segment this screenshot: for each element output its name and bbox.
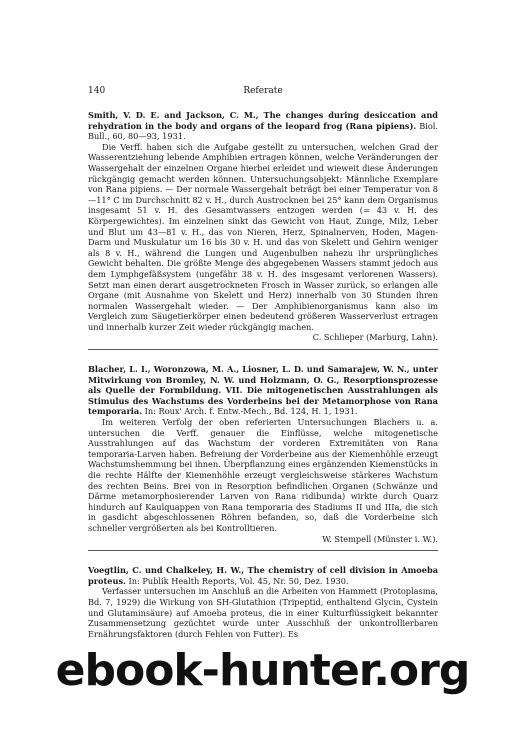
page-header xyxy=(88,86,438,100)
entry-divider xyxy=(88,550,438,551)
entry-title: Blacher, L. I., Woronzowa, M. A., Liosner, L. D. und Samarajew, W. N., unter Mitwirkung von Bromley, N. W. und Holzmann, O. G., Resorptionsprozesse als Quelle der Formbildung. VII. Die mitogenetischen Ausstrahlungen als Stimulus des Wachstums des Vorderbeins bei der Metamorphose von Rana temporaria. xyxy=(88,364,438,417)
entry-text: Im weiteren Verfolg der oben referierten Untersuchungen Blachers u. a. untersuchen die Verff. genauer die Einflüsse, welche mitogenetische Ausstrahlungen auf das Wachstum der vorderen Extremitäten von Rana temporaria-Larven haben. Befreiung der Vorderbeine aus der Kiemenhöhle erzeugt Wachstumshemmung bei ihnen. Überpflanzung eines ergänzenden Kiemenstücks in die rechte Hälfte der Kiemenhöhle erzeugt vergleichsweise stärkeres Wachstum des rechten Beins. Brei von in Resorption befindlichen Organen (Schwänze und Därme metamorphosierender Larven von Rana ridibunda) wirkte durch Quarz hindurch auf Kaulquappen von Rana temporaria des Stadiums II und IIIa, die sich in gasdicht abgeschlossenen Röhren befanden, so, daß die Vorderbeine sich schneller vergrößerten als bei Kontrolltieren. xyxy=(88,417,438,533)
page-number: 140 xyxy=(88,86,106,96)
entry-divider xyxy=(88,349,438,350)
entry-citation: In: Publik Health Reports, Vol. 45, Nr. 50, Dez. 1930. xyxy=(128,575,349,586)
entry-heading xyxy=(88,110,438,142)
entry-text: Verfasser untersuchen im Anschluß an die Arbeiten von Hammett (Protoplasma, Bd. 7, 1929) die Wirkung von SH-Glutathion (Tripeptid, enthaltend Glycin, Cystein und Glutaminsäure) auf Amoeba proteus, die in einer Kulturflüssigkeit bekannter Zusammensetzung gezüchtet wurde unter Ausschluß der unkontrollierbaren Ernährungsfaktoren (durch Fehlen von Futter). Es xyxy=(88,586,438,639)
entry-heading xyxy=(88,364,438,417)
watermark: ebook-hunter.org xyxy=(55,645,470,696)
entry-signature: W. Stempell (Münster i. W.). xyxy=(322,533,438,544)
abstract-entry xyxy=(88,565,438,639)
entry-citation: In: Roux' Arch. f. Entw.-Mech., Bd. 124, H. 1, 1931. xyxy=(144,406,358,417)
entry-body xyxy=(88,417,438,544)
entry-body xyxy=(88,142,438,343)
entry-citation: Biol. Bull., 60, 80—93, 1931. xyxy=(88,120,438,142)
entry-heading xyxy=(88,565,438,586)
entry-signature: C. Schlieper (Marburg, Lahn). xyxy=(312,332,438,343)
entry-text: Die Verff. haben sich die Aufgabe gestellt zu untersuchen, welchen Grad der Wasserentziehung lebende Amphibien ertragen können, welche Veränderungen der Wassergehalt der einzelnen Organe hierbei erleidet und wieweit diese Änderungen rückgängig gemacht werden können. Untersuchungsobjekt: Männliche Exemplare von Rana pipiens. — Der normale Wassergehalt beträgt bei einer Temperatur von 8—11° C im Durchschnitt 82 v. H., durch Austrocknen bei 25° kann dem Organismus insgesamt 51 v. H. des Gesamtwassers entzogen werden (= 43 v. H. des Körpergewichtes). Im einzelnen sinkt das Gewicht von Haut, Zunge, Milz, Leber und Blut um 43—81 v. H., das von Nieren, Herz, Spinalnerven, Hoden, Magen-Darm und Muskulatur um 16 bis 30 v. H. und das von Skelett und Gehirn weniger als 8 v. H., während die Lungen und Augenbulben nahezu ihr ursprüngliches Gewicht behalten. Die größte Menge des abgegebenen Wassers stammt jedoch aus dem Lymphgefäßsystem (ungefähr 38 v. H. des insgesamt verlorenen Wassers). Setzt man einen derart ausgetrockneten Frosch in Wasser zurück, so erlangen alle Organe (mit Ausnahme von Skelett und Herz) innerhalb von 30 Stunden ihren normalen Wassergehalt wieder. — Der Amphibienorganismus kann also im Vergleich zum Säugetierkörper einen bedeutend größeren Wasserverlust ertragen und innerhalb kurzer Zeit wieder rückgängig machen. xyxy=(88,141,438,332)
abstract-entry xyxy=(88,110,438,350)
entry-body xyxy=(88,586,438,639)
abstract-entry xyxy=(88,364,438,551)
document-page xyxy=(88,86,438,639)
entry-title: Voegtlin, C. und Chalkeley, H. W., The chemistry of cell division in Amoeba proteus. xyxy=(88,565,438,586)
running-title: Referate xyxy=(243,86,283,96)
entry-title: Smith, V. D. E. and Jackson, C. M., The changes during desiccation and rehydration in the body and organs of the leopard frog (Rana pipiens). xyxy=(88,110,438,131)
